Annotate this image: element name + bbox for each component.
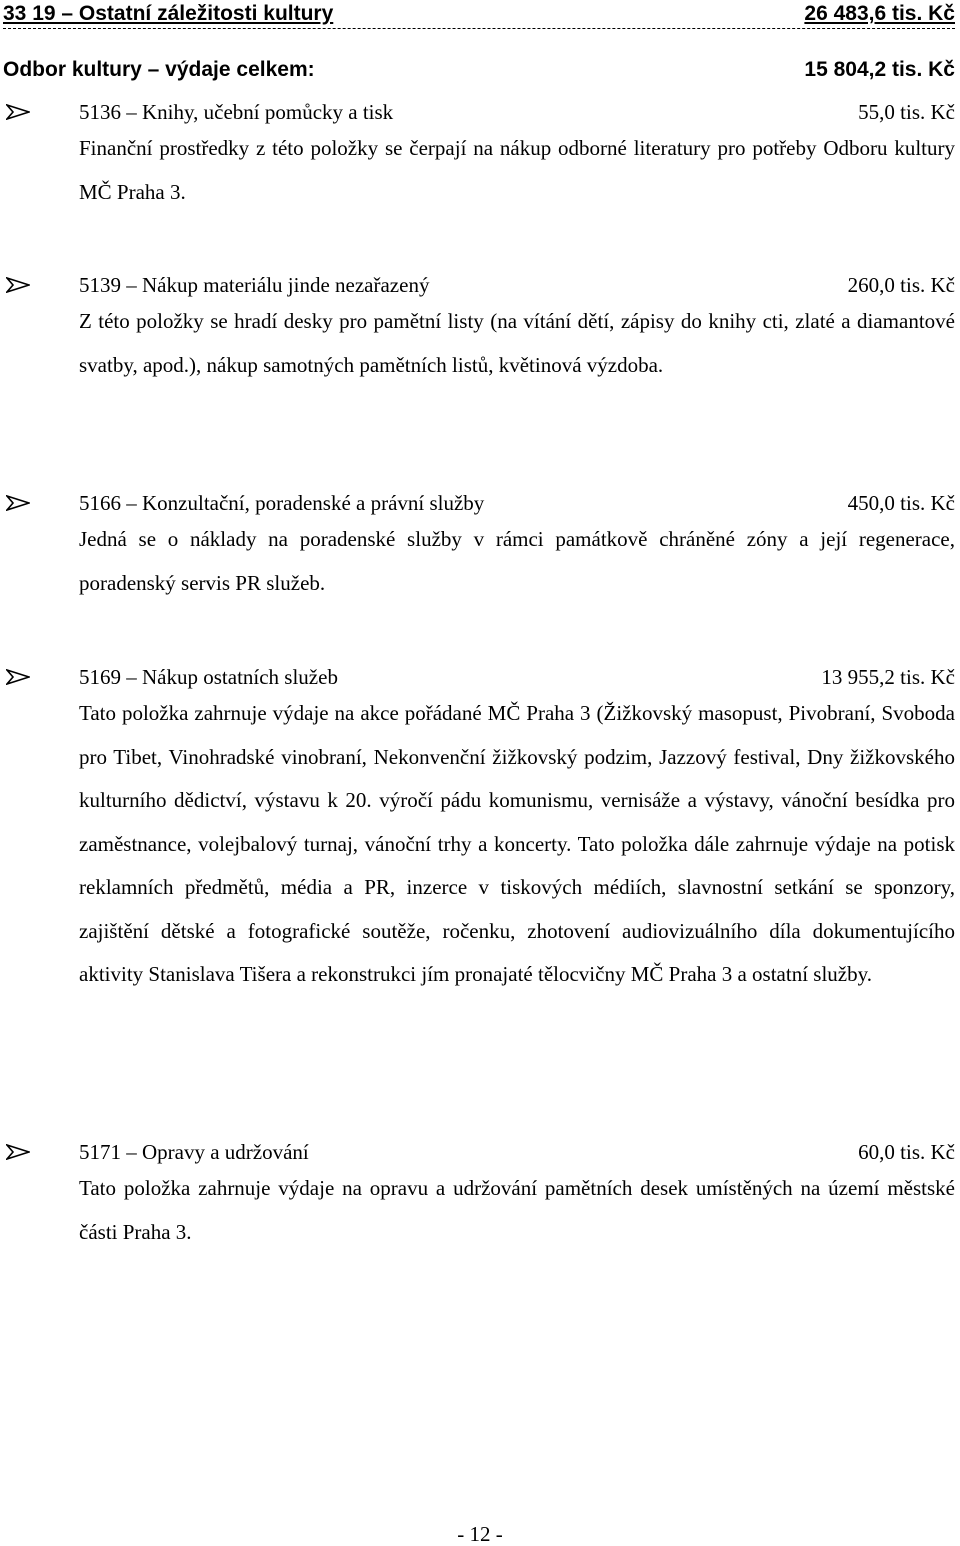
arrowhead-bullet-icon [6, 495, 30, 511]
budget-item-5169 [0, 662, 960, 997]
section-title: 33 19 – Ostatní záležitosti kultury [3, 2, 334, 25]
item-title: 5166 – Konzultační, poradenské a právní služby [79, 491, 485, 515]
item-amount: 60,0 tis. Kč [858, 1140, 955, 1164]
item-header [0, 270, 960, 300]
item-header [0, 1137, 960, 1167]
department-total [3, 56, 955, 84]
page-number: - 12 - [457, 1522, 503, 1546]
item-description: Z této položky se hradí desky pro pamětní listy (na vítání dětí, zápisy do knihy cti, zlaté a diamantové svatby, apod.), nákup samotných pamětních listů, květinová výzdoba. [79, 309, 955, 377]
arrowhead-bullet-icon [6, 104, 30, 120]
item-description: Tato položka zahrnuje výdaje na akce pořádané MČ Praha 3 (Žižkovský masopust, Pivobraní, Svoboda pro Tibet, Vinohradské vinobraní, Nekonvenční žižkovský podzim, Jazzový festival, Dny žižkovského kulturního dědictví, výstavu k 20. výročí pádu komunismu, vernisáže a výstavy, vánoční besídka pro zaměstnance, volejbalový turnaj, vánoční trhy a koncerty. Tato položka dále zahrnuje výdaje na potisk reklamních předmětů, média a PR, inzerce v tiskových médiích, slavnostní setkání se sponzory, zajištění dětské a fotografické soutěže, ročenku, zhotovení audiovizuálního díla dokumentujícího aktivity Stanislava Tišera a rekonstrukci jím pronajaté tělocvičny MČ Praha 3 a ostatní služby. [79, 701, 955, 986]
budget-item-5139 [0, 270, 960, 387]
arrowhead-bullet-icon [6, 277, 30, 293]
arrowhead-bullet-icon [6, 669, 30, 685]
item-title: 5139 – Nákup materiálu jinde nezařazený [79, 273, 430, 297]
arrowhead-bullet-icon [6, 1144, 30, 1160]
item-amount: 260,0 tis. Kč [847, 273, 955, 297]
item-title: 5171 – Opravy a udržování [79, 1140, 309, 1164]
item-description: Jedná se o náklady na poradenské služby v rámci památkově chráněné zóny a její regenerace, poradenský servis PR služeb. [79, 527, 955, 595]
budget-item-5136 [0, 97, 960, 214]
budget-item-5171 [0, 1137, 960, 1254]
department-amount: 15 804,2 tis. Kč [804, 58, 955, 81]
item-header [0, 662, 960, 692]
department-label: Odbor kultury – výdaje celkem: [3, 58, 315, 81]
budget-item-5166 [0, 488, 960, 605]
item-title: 5169 – Nákup ostatních služeb [79, 665, 338, 689]
item-header [0, 488, 960, 518]
item-amount: 55,0 tis. Kč [858, 100, 955, 124]
item-description: Tato položka zahrnuje výdaje na opravu a udržování pamětních desek umístěných na území městské části Praha 3. [79, 1176, 955, 1244]
item-amount: 13 955,2 tis. Kč [821, 665, 955, 689]
section-heading [3, 0, 955, 29]
item-amount: 450,0 tis. Kč [847, 491, 955, 515]
item-header [0, 97, 960, 127]
item-description: Finanční prostředky z této položky se čerpají na nákup odborné literatury pro potřeby Odboru kultury MČ Praha 3. [79, 136, 955, 204]
section-amount: 26 483,6 tis. Kč [804, 2, 955, 25]
item-title: 5136 – Knihy, učební pomůcky a tisk [79, 100, 394, 124]
